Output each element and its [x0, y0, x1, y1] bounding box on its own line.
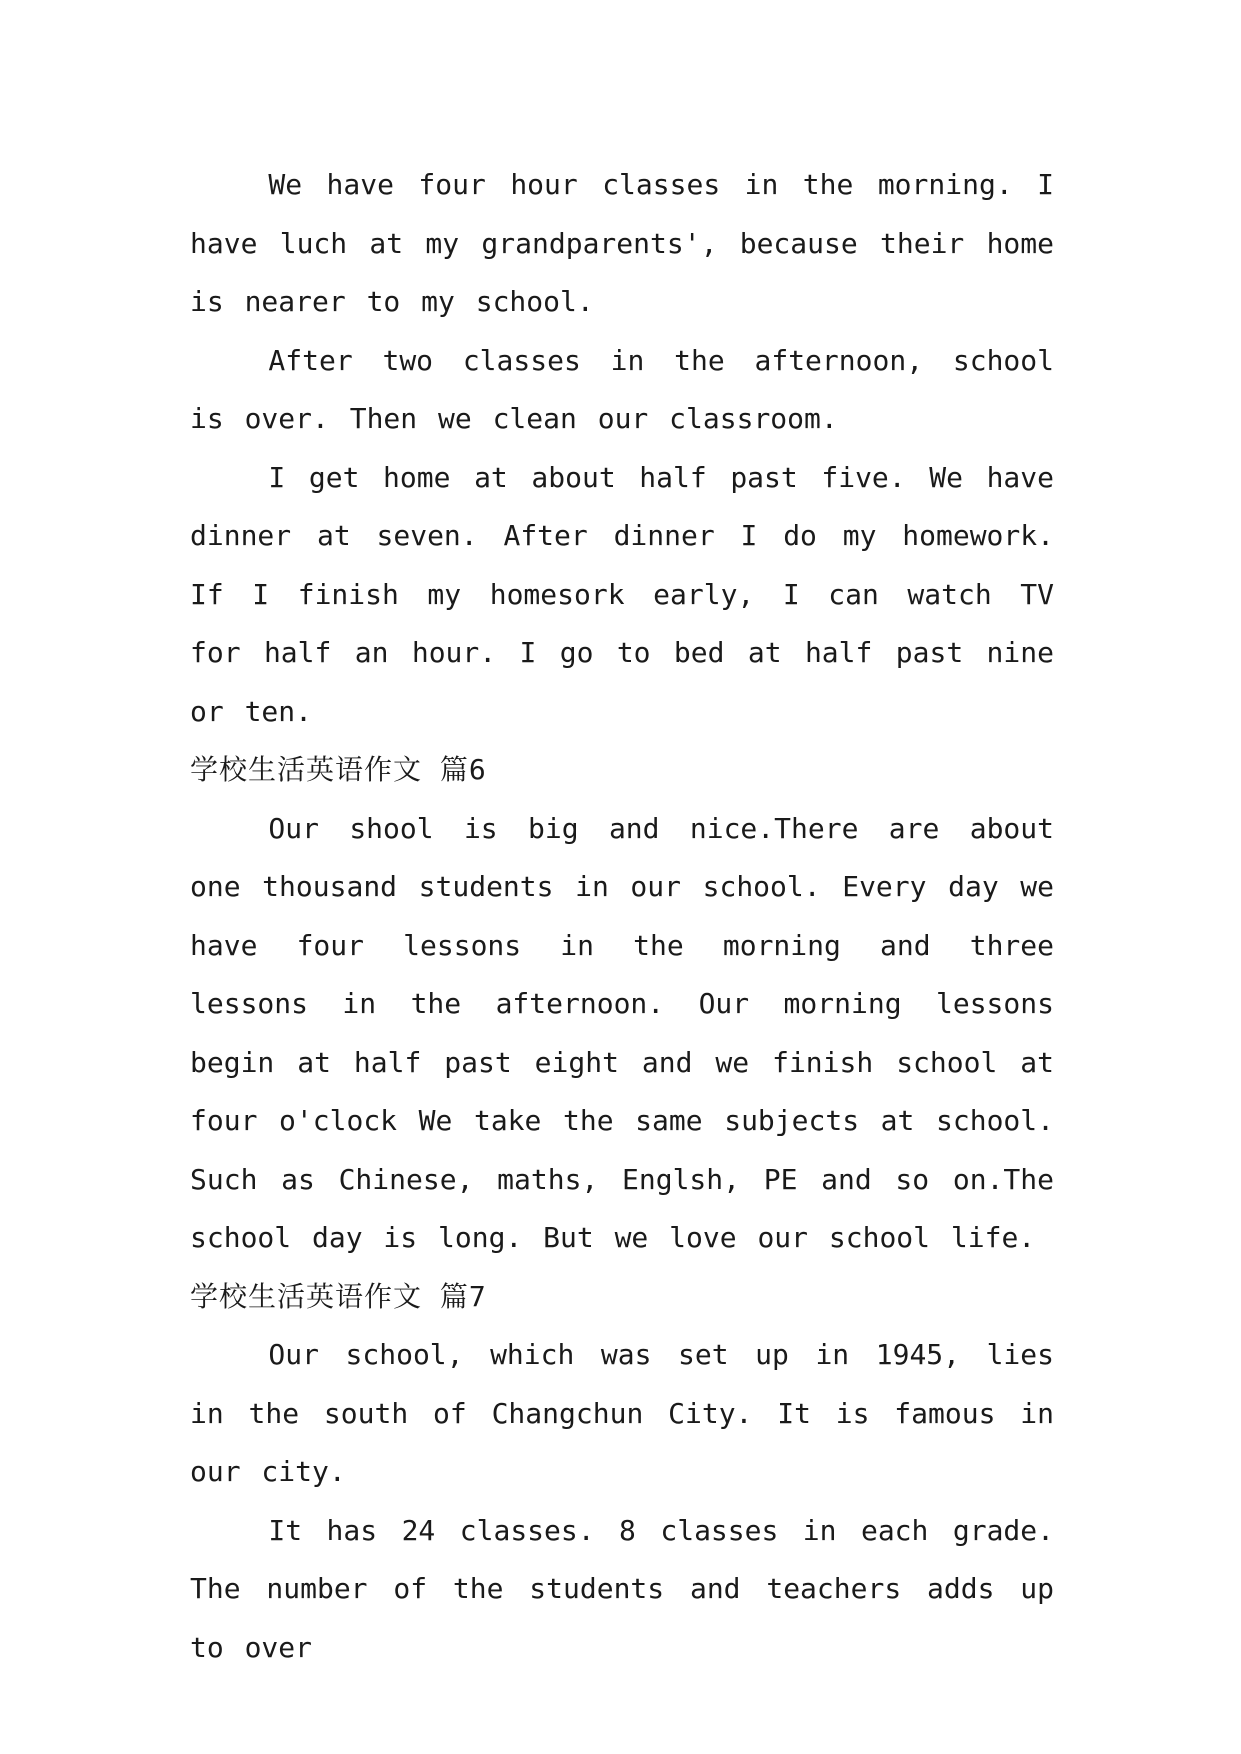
paragraph: Our school, which was set up in 1945, lies in the south of Changchun City. It is famous in our city.: [190, 1338, 1054, 1488]
paragraph: Our shool is big and nice.There are about one thousand students in our school. Every day we have four lessons in the morning and three lessons in the afternoon. Our morning lessons begin at half past eight and we finish school at four o'clock We take the same subjects at school. Such as Chinese, maths, Englsh, PE and so on.The school day is long. But we love our school life.: [190, 811, 1054, 1254]
section-heading: 学校生活英语作文 篇7: [190, 1279, 487, 1313]
paragraph: After two classes in the afternoon, school is over. Then we clean our classroom.: [190, 343, 1054, 435]
paragraph: It has 24 classes. 8 classes in each grade. The number of the students and teachers adds up to over: [190, 1513, 1054, 1664]
paragraph: We have four hour classes in the morning. I have luch at my grandparents', because their home is nearer to my school.: [190, 168, 1054, 318]
section-heading: 学校生活英语作文 篇6: [190, 753, 487, 786]
document-page: [190, 156, 1054, 1677]
paragraph: I get home at about half past five. We have dinner at seven. After dinner I do my homework. If I finish my homesork early, I can watch TV for half an hour. I go to bed at half past nine or ten.: [190, 460, 1054, 728]
